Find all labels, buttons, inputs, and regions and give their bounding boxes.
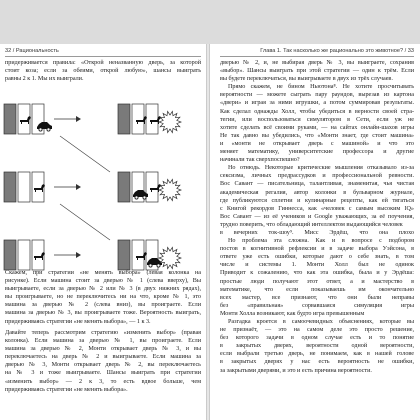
text-line: Скажем, при стратегии «не менять выбора» (левая колонка на (5, 270, 201, 276)
left-text-mid (5, 269, 201, 326)
text-line: Но проблема эта сложна. Как и в вопросе с подбором (228, 238, 414, 245)
door-icon (146, 104, 158, 134)
starburst-icon (159, 111, 181, 132)
text-line: Давайте теперь рассмотрим стратегию «изменить выбор» (правая (5, 330, 201, 336)
left-page (0, 44, 206, 420)
door-icon (18, 172, 30, 202)
text-line: машина за дверью № 2 (слева вниз), вы проиграете. Если (5, 302, 201, 309)
text-line: вы будете переключаться, вы выигрываете в двух из трёх случаев. (220, 76, 393, 83)
right-running-head: Глава 1. Так насколько же рационально это животное? / 33 (260, 48, 414, 54)
text-line: хотите сделать всё своими руками, — на сайтах онлайн-шахов игры (220, 124, 414, 131)
text-line: Разгадка кроется в самоочевидных объяснениях, которые вы (228, 319, 414, 325)
text-line: меняет математику, университетские профессора и другие (220, 149, 414, 156)
text-line: в закрытых дверях, вероятности одной вероятности, (220, 343, 414, 350)
text-line: сексизма, личных предрассудков и профессиональной ревности. (220, 173, 414, 180)
right-header-rule (220, 56, 414, 57)
text-line: математике, что если показываешь им окончательно (220, 286, 414, 293)
door-icon (18, 240, 30, 270)
text-line: машина за дверью № 3, вы проигрываете тоже. Вероятность выиграть, (5, 310, 201, 317)
text-line: Приводит к сожалению, что как эта ошибка, была и у Эрдёша: (220, 270, 414, 277)
starburst-icon (159, 179, 181, 200)
text-line: машина за дверью № 2, Монти открывает дверь № 3, и вы (5, 346, 201, 353)
starburst-icon (159, 247, 181, 268)
text-line: вы проигрываете, но не переключитесь ни на что, кроме № 1, это (5, 294, 201, 301)
text-line: за закрытыми дверями, и это и есть причина вероятности. (220, 367, 372, 374)
text-line: начинали так сверхпоспешно? (220, 157, 300, 164)
door-icon (118, 240, 130, 270)
text-line: с Книгой рекордов Гиннесса, как «человек с самым высоким IQ» (220, 205, 414, 212)
left-running-head: 32 / Рациональность (5, 48, 59, 54)
connector-line (60, 204, 110, 240)
text-line: в вечерних ток-шоу⁹. Мисс Эрдёш, что она плохо (220, 229, 414, 236)
door-icon (118, 104, 130, 134)
text-line: простые люди получают этот ответ, а и мастерство в (220, 278, 414, 285)
text-line: придерживается правила: «Открой неназванную дверь, за которой (5, 60, 201, 66)
left-text-top (5, 59, 201, 83)
text-line: Вос Савант — писательница, талантливая, знаменитая, чья чистая (220, 181, 414, 188)
text-line: вероятности — можете сыграть пару раундов, вырезав из картона (220, 92, 414, 99)
text-line: колонка). Если машина за дверью № 1, вы проиграете. Если (5, 338, 201, 345)
door-icon (118, 172, 130, 202)
text-line: рисунке). Если машина стоит за дверью № 1 (слева вверху), Вы (5, 278, 201, 285)
text-line: в закрытых дверях у нас есть вероятность не ошибки, (220, 359, 414, 366)
text-line: Как сделал однажды Холл, чтобы убедиться в верности своей стра- (220, 108, 414, 115)
text-line: выигрываете, если за дверью № 2 или № 3 (в двух нижних рядах), (5, 286, 201, 293)
text-line: академическая регалия, автор колонки в бульварном журнале, (220, 189, 414, 196)
door-icon (4, 172, 16, 202)
text-line: без которого задачи в одном случае есть и то понятие (220, 335, 414, 342)
text-line: на № 3 и тоже выигрываете. Шансы выиграть при стратегии (5, 370, 201, 377)
text-line: Вос Савант — из её учеников и Google уважающих, за её поучения, (220, 213, 414, 220)
text-line: придерживаясь стратегии «не менять выбора», — 1 к 3. (5, 318, 151, 325)
connector-line (60, 136, 110, 172)
text-line: всех мастер, все признают, что они были неправы (220, 294, 414, 301)
left-header-rule (5, 56, 201, 57)
text-line: без «правильная» сорвавшаяся симуляция игры (220, 302, 414, 309)
door-icon (132, 104, 144, 134)
text-line: числе и системы 1. Монти Холл был не одинок (220, 262, 414, 269)
text-line: равны 2 к 1. Мы их выиграли. (5, 76, 84, 83)
door-icon (4, 104, 16, 134)
text-line: если выбрали третью дверь, не понимаем, как в нашей голове (220, 351, 414, 358)
text-line: где публикуются сплетни и кулинарные рецепты, как ей тягаться (220, 197, 414, 204)
left-text-bottom (5, 329, 201, 394)
arrow-head (76, 116, 81, 122)
text-line: придерживаясь стратегии «не менять выбора». (5, 386, 128, 393)
text-line: тегии, или воспользоваться симулятором в Сети, если уж не (220, 116, 414, 123)
right-text-body (220, 59, 414, 375)
right-page (210, 44, 420, 420)
arrow-head (76, 252, 81, 258)
text-line: ответе уже есть ошибки, которые дают о себе знать, в том (220, 254, 414, 261)
arrow-head (76, 184, 81, 190)
door-icon (132, 240, 144, 270)
text-line: не признаёт, — это на самом деле это просто решение, (220, 327, 414, 334)
door-icon (4, 240, 16, 270)
text-line: постов в когнитивной рефлексии и в задаче выбора Уэйсона, в (220, 246, 414, 253)
text-line: Прямо скажем, не бином Ньютона⁸. Не хотите просчитывать (228, 84, 414, 91)
text-line: дверью № 2, и, не выбирая дверь № 3, вы выиграете, сохранив (220, 60, 414, 66)
text-line: «двери» и играя за ними игрушки, а потом суммировав результаты. (220, 100, 414, 107)
text-line: дверью № 3, Монти открывает дверь № 2, вы переключаетесь (5, 362, 201, 369)
text-line: стоит коза; если за обеими, открой любую», шансы выиграть (5, 68, 201, 75)
text-line: Не так давно вы убедились, что «Монти знает, где стоит машина» (220, 132, 414, 139)
text-line: Монти Холла возникают, как будто игра превышенным (220, 310, 365, 317)
text-line: «выбор». Шансы выиграть при этой стратегии — один к трём. Если (220, 68, 414, 75)
text-line: «изменить выбор» — 2 к 3, то есть вдвое больше, чем (5, 378, 201, 385)
text-line: переключаетесь на дверь № 2 и выигрываете. Если машина за (5, 354, 201, 361)
text-line: Но отнюдь. Некоторые критические мышления отказывало из-за (228, 165, 414, 172)
door-icon (146, 172, 158, 202)
text-line: трудно поверить, что обладающий интеллектом выдающийся человек (220, 221, 403, 228)
text-line: и «монти не открывает дверь с машиной» и что это (220, 140, 414, 147)
